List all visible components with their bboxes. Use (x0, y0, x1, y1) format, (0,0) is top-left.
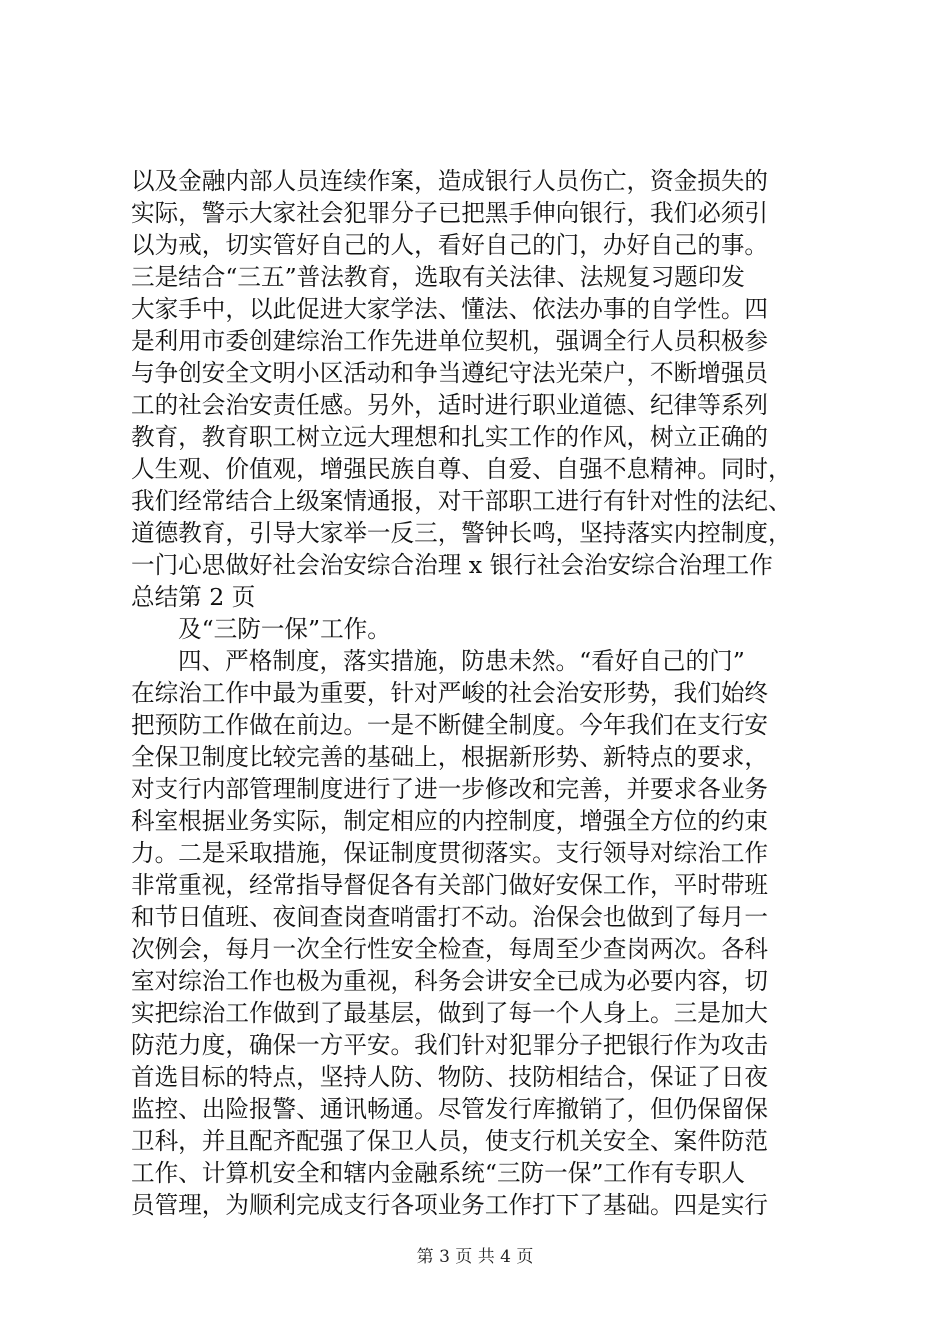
text-line: 室对综治工作也极为重视，科务会讲安全已成为必要内容，切 (131, 967, 769, 995)
text-line: 和节日值班、夜间查岗查哨雷打不动。治保会也做到了每月一 (131, 903, 769, 931)
text-line: 非常重视，经常指导督促各有关部门做好安保工作，平时带班 (131, 871, 769, 899)
text-line: 教育，教育职工树立远大理想和扎实工作的作风，树立正确的 (131, 423, 769, 451)
text-line: 道德教育，引导大家举一反三，警钟长鸣，坚持落实内控制度， (131, 519, 792, 547)
text-line: 及“三防一保”工作。 (178, 615, 391, 643)
text-line: 以为戒，切实管好自己的人，看好自己的门，办好自己的事。 (131, 231, 769, 259)
text-line: 实把综治工作做到了最基层，做到了每一个人身上。三是加大 (131, 999, 769, 1027)
text-line: 首选目标的特点，坚持人防、物防、技防相结合，保证了日夜 (131, 1063, 769, 1091)
text-line: 大家手中，以此促进大家学法、懂法、依法办事的自学性。四 (131, 295, 769, 323)
text-line: 科室根据业务实际，制定相应的内控制度，增强全方位的约束 (131, 807, 769, 835)
text-line: 员管理，为顺利完成支行各项业务工作打下了基础。四是实行 (131, 1191, 769, 1219)
text-line: 防范力度，确保一方平安。我们针对犯罪分子把银行作为攻击 (131, 1031, 769, 1059)
text-line: 三是结合“三五”普法教育，选取有关法律、法规复习题印发 (131, 263, 745, 291)
text-line: 与争创安全文明小区活动和争当遵纪守法光荣户，不断增强员 (131, 359, 769, 387)
text-line: 人生观、价值观，增强民族自尊、自爱、自强不息精神。同时， (131, 455, 792, 483)
text-line: 工作、计算机安全和辖内金融系统“三防一保”工作有专职人 (131, 1159, 745, 1187)
text-line: 是利用市委创建综治工作先进单位契机，强调全行人员积极参 (131, 327, 769, 355)
text-line: 卫科，并且配齐配强了保卫人员，使支行机关安全、案件防范 (131, 1127, 769, 1155)
text-line: 把预防工作做在前边。一是不断健全制度。今年我们在支行安 (131, 711, 769, 739)
text-line: 力。二是采取措施，保证制度贯彻落实。支行领导对综治工作 (131, 839, 769, 867)
text-line: 实际，警示大家社会犯罪分子已把黑手伸向银行，我们必须引 (131, 199, 769, 227)
text-line: 我们经常结合上级案情通报，对干部职工进行有针对性的法纪、 (131, 487, 792, 515)
text-line: 对支行内部管理制度进行了进一步修改和完善，并要求各业务 (131, 775, 769, 803)
text-line: 以及金融内部人员连续作案，造成银行人员伤亡，资金损失的 (131, 167, 769, 195)
text-line: 次例会，每月一次全行性安全检查，每周至少查岗两次。各科 (131, 935, 769, 963)
text-line: 在综治工作中最为重要，针对严峻的社会治安形势，我们始终 (131, 679, 769, 707)
text-line: 总结第 2 页 (131, 583, 256, 611)
text-line: 全保卫制度比较完善的基础上，根据新形势、新特点的要求， (131, 743, 769, 771)
section-heading-line: 四、严格制度，落实措施，防患未然。“看好自己的门” (178, 647, 745, 675)
page-number-footer: 第 3 页 共 4 页 (416, 1247, 534, 1267)
body-text (131, 165, 831, 1221)
text-line: 一门心思做好社会治安综合治理 x 银行社会治安综合治理工作 (131, 551, 773, 579)
text-line: 监控、出险报警、通讯畅通。尽管发行库撤销了，但仍保留保 (131, 1095, 769, 1123)
text-line: 工的社会治安责任感。另外，适时进行职业道德、纪律等系列 (131, 391, 769, 419)
